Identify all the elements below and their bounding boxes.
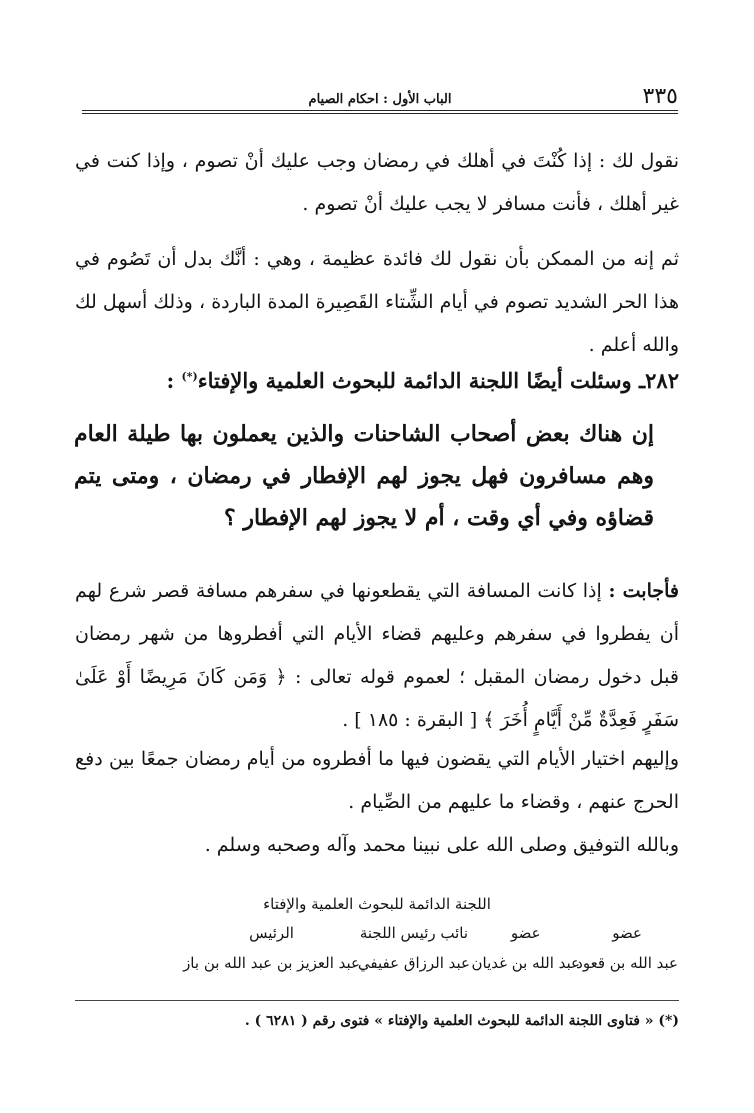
committee-title: اللجنة الدائمة للبحوث العلمية والإفتاء <box>263 895 491 913</box>
signatory-name: عبد العزيز بن عبد الله بن باز <box>183 954 360 972</box>
signatory-name: عبد الله بن غديان <box>471 954 580 972</box>
signatory-name: عبد الرزاق عفيفي <box>357 954 470 972</box>
quran-verse: ﴿ وَمَن كَانَ مَرِيضًا أَوْ عَلَىٰ سَفَرٍ فَعِدَّةٌ مِّنْ أَيَّامٍ أُخَرَ ﴾ <box>75 666 679 731</box>
question-heading <box>75 356 679 402</box>
question-text: إن هناك بعض أصحاب الشاحنات والذين يعملون بها طيلة العام وهم مسافرون فهل يجوز لهم الإفطار في رمضان ، ومتى يتم قضاؤه وفي أي وقت ، أم لا يجوز لهم الإفطار ؟ <box>74 421 655 531</box>
paragraph-1: نقول لك : إذا كُنْتَ في أهلك في رمضان وجب عليك أنْ تصوم ، وإذا كنت في غير أهلك ، فأنت مسافر لا يجب عليك أنْ تصوم . <box>75 150 679 215</box>
signatory-name: عبد الله بن قعود <box>576 954 678 972</box>
signatory-role: الرئيس <box>249 924 294 942</box>
footnote-marker: (*) <box>181 370 198 383</box>
signatory-4 <box>183 924 360 972</box>
signatory-1 <box>576 924 678 972</box>
answer-paragraph <box>75 570 679 742</box>
page-header <box>82 78 678 112</box>
signatory-role: نائب رئيس اللجنة <box>359 924 469 942</box>
paragraph-3: وإليهم اختيار الأيام التي يقضون فيها ما أفطروه من أيام رمضان جمعًا بين دفع الحرج عنهم ، وقضاء ما عليهم من الصِّيام . <box>75 748 679 813</box>
signatory-2 <box>472 924 580 972</box>
answer-text: إذا كانت المسافة التي يقطعونها في سفرهم مسافة قصر شرع لهم أن يفطروا في سفرهم وعليهم قضاء الأيام التي أفطروها من شهر رمضان قبل دخول رمضان المقبل ؛ لعموم قوله تعالى : <box>75 580 679 688</box>
paragraph-2: ثم إنه من الممكن بأن نقول لك فائدة عظيمة ، وهي : أنَّك بدل أن تَصُوم في هذا الحر الشديد تصوم في أيام الشِّتاء القَصِيرة المدة الباردة ، وذلك أسهل لك والله أعلم . <box>75 248 679 356</box>
signatory-role: عضو <box>510 924 541 942</box>
page-number: ٣٣٥ <box>642 84 678 109</box>
closing-prayer: وبالله التوفيق وصلى الله على نبينا محمد وآله وصحبه وسلم . <box>204 834 679 856</box>
question-heading-text: ٢٨٢ـ وسئلت أيضًا اللجنة الدائمة للبحوث العلمية والإفتاء <box>197 368 679 393</box>
answer-label: فأجابت : <box>608 580 680 602</box>
footnote: (*) « فتاوى اللجنة الدائمة للبحوث العلمية والإفتاء » فتوى رقم ( ٦٢٨١ ) . <box>244 1013 679 1029</box>
signatories <box>90 924 678 984</box>
header-rule <box>82 110 678 114</box>
question-heading-colon: : <box>166 368 182 393</box>
signatory-role: عضو <box>612 924 642 942</box>
running-title: الباب الأول : احكام الصيام <box>308 92 452 107</box>
footnote-rule <box>75 1000 679 1001</box>
verse-citation: [ البقرة : ١٨٥ ] . <box>342 709 478 731</box>
signatory-3 <box>358 924 470 972</box>
